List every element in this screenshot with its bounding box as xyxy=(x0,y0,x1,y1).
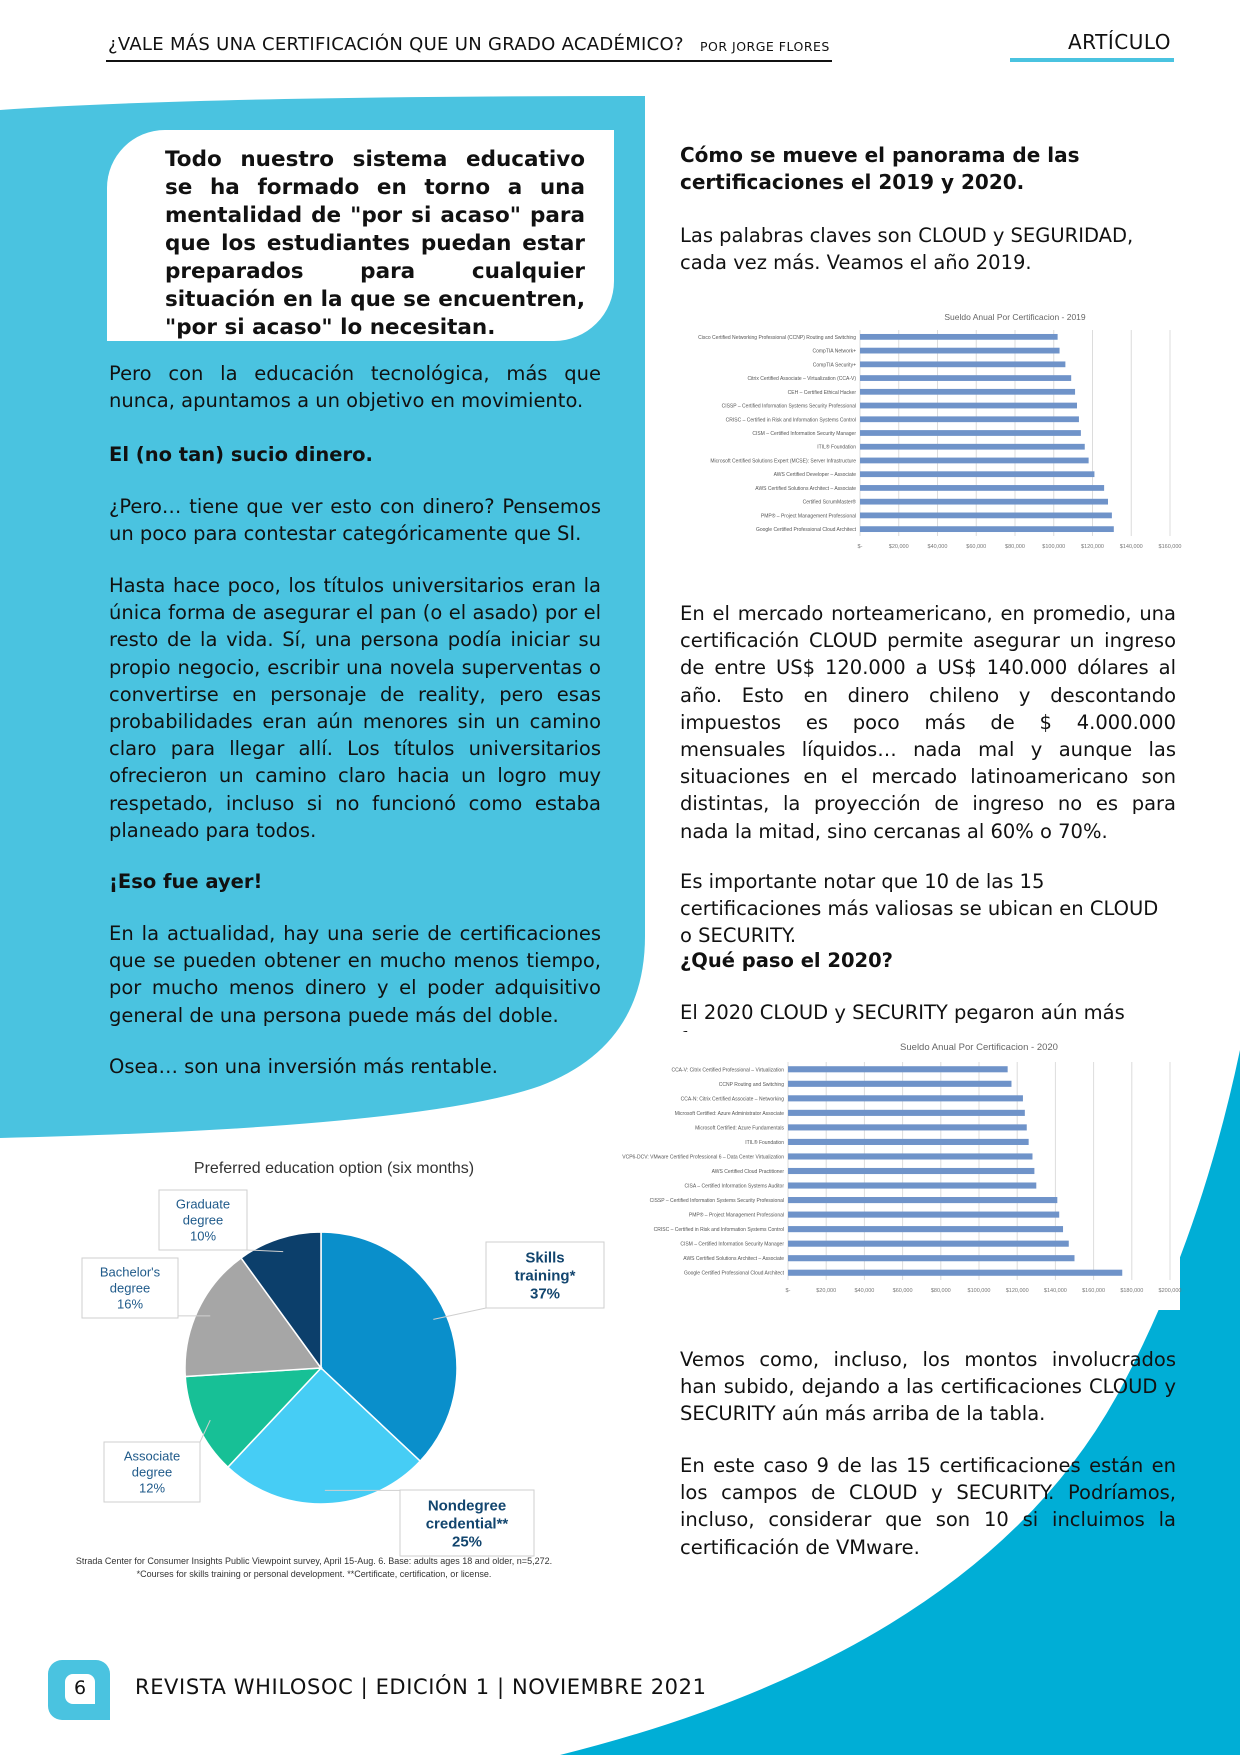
category-label: ITIL® Foundation xyxy=(745,1139,784,1146)
category-label: VCP6-DCV: VMware Certified Professional 6 – Data Center Virtualization xyxy=(622,1154,784,1161)
header-rule xyxy=(106,60,832,62)
left-paragraph-2: ¿Pero… tiene que ver esto con dinero? Pensemos un poco para contestar categóricamente que SI. xyxy=(109,495,601,546)
pull-quote: Todo nuestro sistema educativo se ha formado en torno a una mentalidad de "por si acaso" para que los estudiantes puedan estar preparados para cualquier situación en la que se encuentren, "por si acaso" lo necesitan. xyxy=(165,147,585,340)
category-label: CRISC – Certified in Risk and Information Systems Control xyxy=(725,417,856,424)
slice-label: training* xyxy=(514,1267,576,1285)
x-tick-label: $- xyxy=(857,544,863,550)
left-paragraph-5: Osea… son una inversión más rentable. xyxy=(109,1055,498,1078)
x-tick-label: $- xyxy=(785,1288,791,1294)
bar xyxy=(860,361,1065,367)
category-label: CISSP – Certified Information Systems Security Professional xyxy=(721,403,856,410)
slice-label: degree xyxy=(182,1212,224,1228)
left-subheading-1: El (no tan) sucio dinero. xyxy=(109,443,373,466)
x-tick-label: $140,000 xyxy=(1119,544,1143,550)
slice-label: degree xyxy=(109,1280,151,1296)
category-label: CCNP Routing and Switching xyxy=(718,1081,784,1088)
bar xyxy=(860,403,1077,409)
category-label: CompTIA Network+ xyxy=(812,348,856,355)
category-label: ITIL® Foundation xyxy=(817,444,856,451)
category-label: AWS Certified Developer – Associate xyxy=(773,472,856,479)
bar xyxy=(860,485,1104,491)
slice-label: Skills xyxy=(525,1249,565,1267)
author-byline: POR JORGE FLORES xyxy=(700,39,830,54)
bar xyxy=(788,1153,1032,1159)
section-label: ARTÍCULO xyxy=(1068,30,1172,54)
page-number: 6 xyxy=(73,1677,87,1699)
section-accent-bar xyxy=(1010,58,1174,62)
x-tick-label: $140,000 xyxy=(1043,1288,1067,1294)
slice-label: credential** xyxy=(425,1515,509,1533)
bar xyxy=(860,513,1112,519)
category-label: Cisco Certified Networking Professional (CCNP) Routing and Switching xyxy=(698,334,856,341)
x-tick-label: $60,000 xyxy=(966,544,987,550)
category-label: CCA-V: Citrix Certified Professional – Virtualization xyxy=(671,1067,784,1074)
chart-source: Strada Center for Consumer Insights Public Viewpoint survey, April 15-Aug. 6. Base: adults ages 18 and older, n=5,272. xyxy=(75,1556,553,1566)
x-tick-label: $100,000 xyxy=(967,1288,991,1294)
category-label: AWS Certified Cloud Practitioner xyxy=(711,1169,784,1175)
x-tick-label: $80,000 xyxy=(1005,544,1025,550)
chart-footnote: *Courses for skills training or personal development. **Certificate, certification, or license. xyxy=(136,1569,492,1579)
bar xyxy=(860,444,1085,450)
bar xyxy=(860,416,1079,422)
bar xyxy=(788,1197,1057,1203)
bar xyxy=(788,1168,1034,1174)
bar xyxy=(788,1124,1027,1130)
x-tick-label: $120,000 xyxy=(1081,544,1104,550)
right-paragraph-1: Las palabras claves son CLOUD y SEGURIDAD, cada vez más. Veamos el año 2019. xyxy=(680,224,1134,275)
bar xyxy=(860,526,1114,532)
x-tick-label: $40,000 xyxy=(927,544,948,550)
bar xyxy=(788,1270,1122,1276)
bar xyxy=(860,458,1089,464)
slice-label: degree xyxy=(131,1464,173,1480)
slice-label: 37% xyxy=(529,1285,561,1303)
x-tick-label: $120,000 xyxy=(1005,1288,1029,1294)
right-subheading-1: Cómo se mueve el panorama de las certificaciones el 2019 y 2020. xyxy=(680,143,1080,194)
category-label: CEH – Certified Ethical Hacker xyxy=(787,389,856,396)
x-tick-label: $20,000 xyxy=(816,1288,837,1294)
chart-title: Sueldo Anual Por Certificacion - 2020 xyxy=(900,1042,1058,1053)
category-label: AWS Certified Solutions Architect – Associate xyxy=(755,485,856,492)
category-label: Google Certified Professional Cloud Architect xyxy=(755,527,856,534)
article-title: ¿VALE MÁS UNA CERTIFICACIÓN QUE UN GRADO ACADÉMICO? xyxy=(108,34,684,55)
bar xyxy=(788,1212,1059,1218)
x-tick-label: $40,000 xyxy=(854,1288,875,1294)
slice-label: Associate xyxy=(123,1448,181,1464)
category-label: CRISC – Certified in Risk and Information Systems Control xyxy=(653,1227,784,1234)
bar xyxy=(788,1066,1008,1072)
bar xyxy=(788,1255,1075,1261)
bar xyxy=(860,348,1060,354)
slice-label: 12% xyxy=(138,1480,166,1496)
slice-label: Bachelor's xyxy=(99,1264,161,1280)
left-subheading-2: ¡Eso fue ayer! xyxy=(109,870,263,893)
category-label: Microsoft Certified: Azure Administrator Associate xyxy=(674,1110,784,1117)
right-paragraph-3: Es importante notar que 10 de las 15 certificaciones más valiosas se ubican en CLOUD o SECURITY. xyxy=(680,870,1159,948)
category-label: CompTIA Security+ xyxy=(812,362,856,369)
category-label: Microsoft Certified: Azure Fundamentals xyxy=(695,1125,784,1132)
x-tick-label: $20,000 xyxy=(888,544,909,550)
category-label: Microsoft Certified Solutions Expert (MCSE): Server Infrastructure xyxy=(710,458,856,465)
right-paragraph-2: En el mercado norteamericano, en promedio, una certificación CLOUD permite asegurar un ingreso de entre US$ 120.000 a US$ 140.000 dólares al año. Esto en dinero chileno y descontando impuestos es poco más de $ 4.000.000 mensuales líquidos… nada mal y aunque las situaciones en el mercado latinoamericano son distintas, la proyección de ingreso no es para nada la mitad, sino cercanas al 60% o 70%. xyxy=(680,602,1176,843)
x-tick-label: $160,000 xyxy=(1158,544,1182,550)
category-label: Google Certified Professional Cloud Architect xyxy=(683,1270,784,1277)
salary-chart-2020 xyxy=(622,1032,1182,1310)
left-paragraph-1: Pero con la educación tecnológica, más que nunca, apuntamos a un objetivo en movimiento. xyxy=(109,362,601,413)
x-tick-label: $80,000 xyxy=(930,1288,951,1294)
slice-label: Graduate xyxy=(175,1196,231,1212)
magazine-footer: REVISTA WHILOSOC | EDICIÓN 1 | NOVIEMBRE 2021 xyxy=(135,1675,707,1699)
bar xyxy=(788,1226,1063,1232)
x-tick-label: $160,000 xyxy=(1082,1288,1106,1294)
left-paragraph-3: Hasta hace poco, los títulos universitarios eran la única forma de asegurar el pan (o el asado) por el resto de la vida. Sí, una persona podía iniciar su propio negocio, escribir una novela superventas o convertirse en personaje de reality, pero esas probabilidades eran aún menores sin un camino claro para llegar allí. Los títulos universitarios ofrecieron un camino claro hacia un logro muy respetado, incluso si no funcionó como estaba planeado para todos. xyxy=(109,574,601,842)
salary-chart-2019 xyxy=(660,300,1180,566)
category-label: PMP® – Project Management Professional xyxy=(760,513,856,520)
category-label: CISM – Certified Information Security Manager xyxy=(752,431,856,437)
bar xyxy=(788,1095,1023,1101)
category-label: CCA-N: Citrix Certified Associate – Networking xyxy=(680,1096,784,1103)
x-tick-label: $100,000 xyxy=(1042,544,1066,550)
category-label: CISSP – Certified Information Systems Security Professional xyxy=(649,1198,784,1205)
right-paragraph-5: Vemos como, incluso, los montos involucrados han subido, dejando a las certificaciones CLOUD y SECURITY aún más arriba de la tabla. xyxy=(680,1348,1176,1426)
slice-label: 16% xyxy=(116,1296,144,1312)
chart-title: Sueldo Anual Por Certificacion - 2019 xyxy=(944,312,1086,322)
bar xyxy=(788,1241,1069,1247)
right-paragraph-6: En este caso 9 de las 15 certificaciones están en los campos de CLOUD y SECURITY. Podríamos, incluso, considerar que son 10 si incluimos la certificación de VMware. xyxy=(680,1454,1176,1559)
bar xyxy=(860,375,1071,381)
left-paragraph-4: En la actualidad, hay una serie de certificaciones que se pueden obtener en mucho menos tiempo, por mucho menos dinero y el poder adquisitivo general de una persona puede más del doble. xyxy=(109,922,601,1027)
slice-label: 10% xyxy=(189,1228,217,1244)
bar xyxy=(860,499,1108,505)
bar xyxy=(788,1110,1025,1116)
bar xyxy=(788,1139,1029,1145)
slice-label: 25% xyxy=(451,1533,483,1551)
category-label: AWS Certified Solutions Architect – Associate xyxy=(683,1256,784,1263)
x-tick-label: $180,000 xyxy=(1120,1288,1144,1294)
x-tick-label: $60,000 xyxy=(892,1288,913,1294)
slice-label: Nondegree xyxy=(427,1497,507,1515)
category-label: PMP® – Project Management Professional xyxy=(688,1212,784,1219)
bar xyxy=(860,430,1081,436)
category-label: CISM – Certified Information Security Manager xyxy=(680,1241,784,1248)
chart-title: Preferred education option (six months) xyxy=(193,1160,475,1177)
education-pie-chart xyxy=(24,1150,624,1605)
right-subheading-2: ¿Qué paso el 2020? xyxy=(680,949,893,972)
bar xyxy=(788,1081,1011,1087)
category-label: Certified ScrumMaster® xyxy=(802,499,856,506)
x-tick-label: $200,000 xyxy=(1158,1288,1182,1294)
category-label: Citrix Certified Associate – Virtualization (CCA-V) xyxy=(747,376,856,383)
category-label: CISA – Certified Information Systems Auditor xyxy=(684,1183,784,1190)
bar xyxy=(860,389,1075,395)
bar xyxy=(788,1182,1036,1188)
right-paragraph-4: El 2020 CLOUD y SECURITY pegaron aún más fuerte: xyxy=(680,1001,1125,1052)
bar xyxy=(860,334,1058,340)
bar xyxy=(860,471,1094,477)
